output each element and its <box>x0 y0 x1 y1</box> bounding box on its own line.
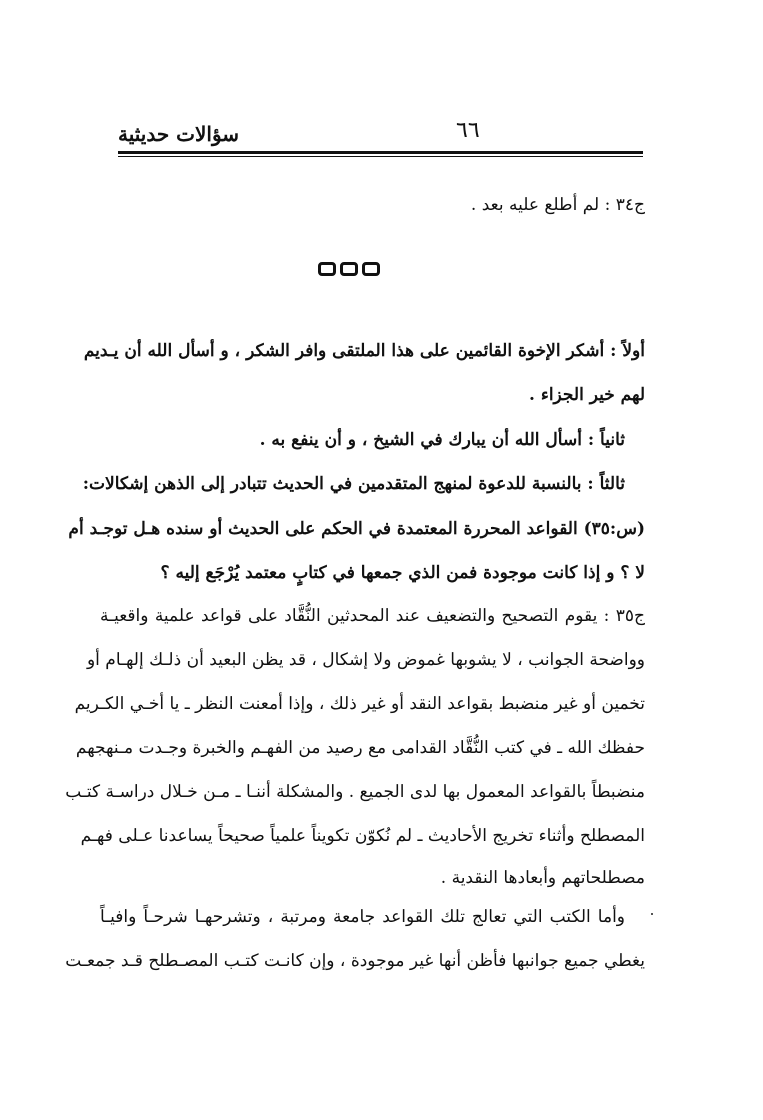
answer-34: ج٣٤ : لم أطلع عليه بعد . <box>470 195 645 215</box>
page-number: ٦٦ <box>456 118 480 143</box>
answer-35-line: المصطلح وأثناء تخريج الأحاديث ـ لم نُكوّن تكويناً علمياً صحيحاً يساعدنا عـلى فهـم <box>80 826 645 846</box>
answer-35-line: حفظك الله ـ في كتب النُّقَّاد القدامى مع رصيد من الفهـم والخبرة وجـدت مـنهجهم <box>75 738 645 758</box>
answer-35-line: ج٣٥ : يقوم التصحيح والتضعيف عند المحدثين النُّقَّاد على قواعد علمية واقعيـة <box>100 606 645 626</box>
paragraph-line: أولاً : أشكر الإخوة القائمين على هذا الملتقى وافر الشكر ، و أسأل الله أن يـديم <box>83 341 645 361</box>
header-rule-thin <box>118 156 643 157</box>
square-ornament-icon <box>340 262 358 276</box>
answer-35-line: يغطي جميع جوانبها فأظن أنها غير موجودة ، وإن كانـت كتـب المصـطلح قـد جمعـت <box>65 951 645 971</box>
book-title: سؤالات حديثية <box>118 122 240 146</box>
square-ornament-icon <box>318 262 336 276</box>
square-ornament-icon <box>362 262 380 276</box>
running-header <box>118 118 643 152</box>
answer-35-line: تخمين أو غير منضبط بقواعد النقد أو غير ذلك ، وإذا أمعنت النظر ـ يا أخـي الكـريم <box>74 694 645 714</box>
question-35-line: (س:٣٥) القواعد المحررة المعتمدة في الحكم على الحديث أو سنده هـل توجـد أم <box>68 519 645 539</box>
answer-35-line: مصطلحاتهم وأبعادها النقدية . <box>440 868 645 888</box>
answer-35-line: وواضحة الجوانب ، لا يشوبها غموض ولا إشكال ، قد يظن البعيد أن ذلـك إلهـام أو <box>86 650 645 670</box>
paragraph-line: لهم خير الجزاء . <box>529 385 645 405</box>
scan-speck <box>651 913 653 915</box>
paragraph-line: ثالثاً : بالنسبة للدعوة لمنهج المتقدمين في الحديث تتبادر إلى الذهن إشكالات: <box>82 474 625 494</box>
answer-35-line: منضبطاً بالقواعد المعمول بها لدى الجميع . والمشكلة أننـا ـ مـن خـلال دراسـة كتـب <box>65 782 645 802</box>
question-35-line: لا ؟ و إذا كانت موجودة فمن الذي جمعها في كتابٍ معتمد يُرْجَع إليه ؟ <box>160 563 645 583</box>
paragraph-line: ثانياً : أسأل الله أن يبارك في الشيخ ، و أن ينفع به . <box>259 430 625 450</box>
answer-35-line: وأما الكتب التي تعالج تلك القواعد جامعة ومرتبة ، وتشرحهـا شرحـاً وافيـاً <box>100 907 625 927</box>
section-divider-ornament <box>318 262 388 282</box>
header-rule-thick <box>118 151 643 154</box>
